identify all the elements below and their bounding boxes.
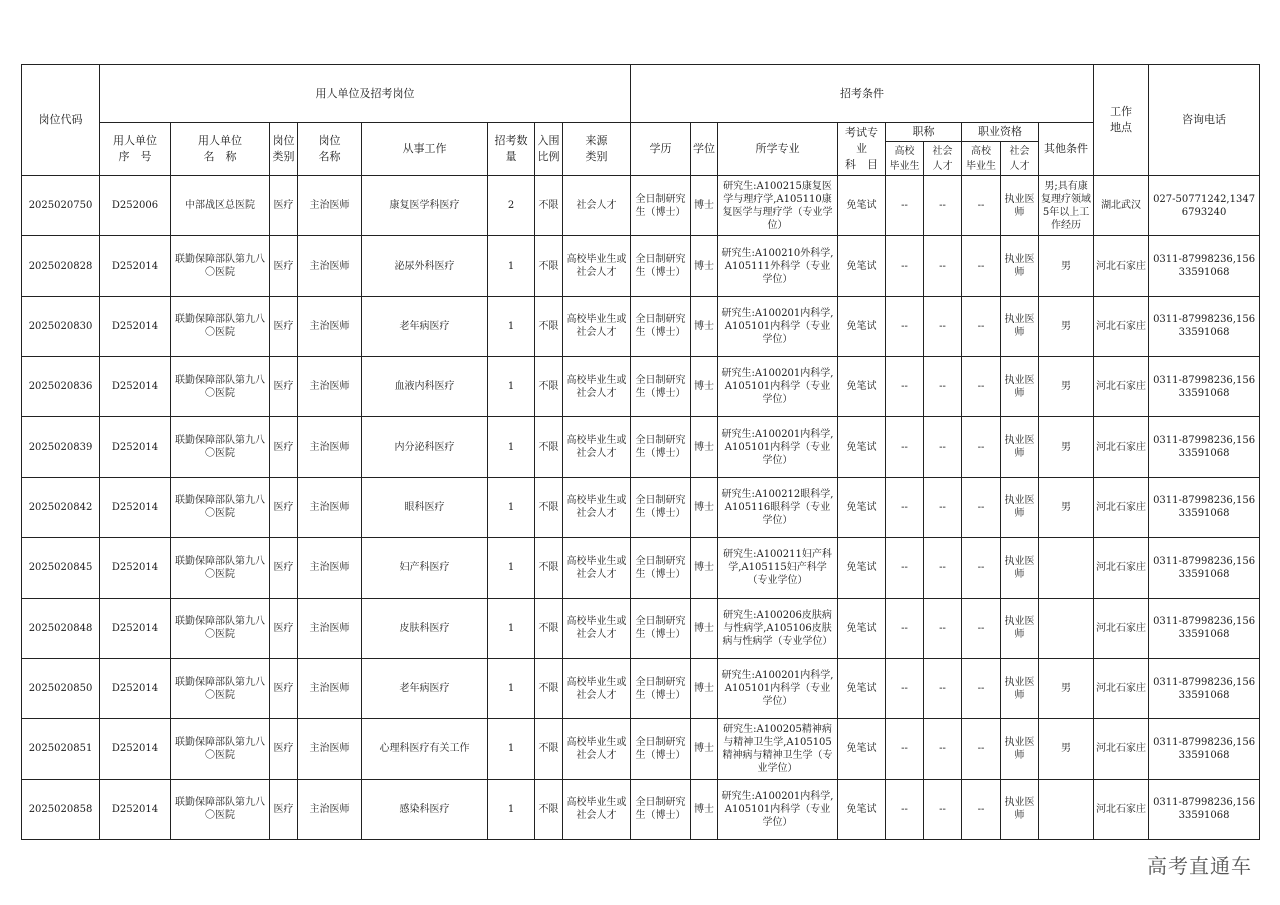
cell-unit-seq: D252006 <box>100 176 171 236</box>
cell-post-type: 医疗 <box>270 417 298 477</box>
cell-major: 研究生:A100201内科学,A105101内科学（专业学位） <box>718 296 838 356</box>
header-qualification-group: 职业资格 <box>962 123 1039 142</box>
table-row <box>22 357 1260 417</box>
cell-degree: 博士 <box>691 598 718 658</box>
cell-source-type: 高校毕业生或社会人才 <box>563 598 631 658</box>
cell-unit-name: 联勤保障部队第九八〇医院 <box>171 357 270 417</box>
cell-work-content: 老年病医疗 <box>362 658 488 718</box>
cell-qual-grad: -- <box>962 598 1001 658</box>
cell-exam-subject: 免笔试 <box>838 477 886 537</box>
header-source-type: 来源 类别 <box>563 123 631 176</box>
header-post-type: 岗位 类别 <box>270 123 298 176</box>
cell-post-name: 主治医师 <box>298 236 362 296</box>
cell-qual-social: 执业医师 <box>1001 598 1039 658</box>
header-post-code: 岗位代码 <box>22 65 100 176</box>
cell-ratio: 不限 <box>535 357 563 417</box>
cell-major: 研究生:A100201内科学,A105101内科学（专业学位） <box>718 779 838 839</box>
cell-work-content: 康复医学科医疗 <box>362 176 488 236</box>
cell-work-content: 眼科医疗 <box>362 477 488 537</box>
cell-recruit-count: 1 <box>488 538 535 598</box>
cell-major: 研究生:A100201内科学,A105101内科学（专业学位） <box>718 417 838 477</box>
cell-exam-subject: 免笔试 <box>838 176 886 236</box>
cell-phone: 0311-87998236,15633591068 <box>1149 598 1260 658</box>
cell-post-name: 主治医师 <box>298 417 362 477</box>
table-header <box>22 65 1260 176</box>
cell-qual-social: 执业医师 <box>1001 477 1039 537</box>
header-qual-social: 社会 人才 <box>1001 142 1039 176</box>
cell-exam-subject: 免笔试 <box>838 598 886 658</box>
header-post-name: 岗位 名称 <box>298 123 362 176</box>
cell-other-conditions: 男 <box>1039 236 1094 296</box>
cell-work-location: 河北石家庄 <box>1094 296 1149 356</box>
cell-unit-name: 联勤保障部队第九八〇医院 <box>171 719 270 779</box>
cell-ratio: 不限 <box>535 236 563 296</box>
cell-post-type: 医疗 <box>270 236 298 296</box>
cell-recruit-count: 1 <box>488 477 535 537</box>
cell-qual-social: 执业医师 <box>1001 357 1039 417</box>
cell-other-conditions: 男 <box>1039 719 1094 779</box>
cell-source-type: 高校毕业生或社会人才 <box>563 538 631 598</box>
cell-qual-grad: -- <box>962 719 1001 779</box>
table-row <box>22 296 1260 356</box>
header-phone: 咨询电话 <box>1149 65 1260 176</box>
cell-exam-subject: 免笔试 <box>838 658 886 718</box>
cell-work-content: 内分泌科医疗 <box>362 417 488 477</box>
cell-source-type: 社会人才 <box>563 176 631 236</box>
cell-unit-name: 联勤保障部队第九八〇医院 <box>171 477 270 537</box>
cell-post-name: 主治医师 <box>298 357 362 417</box>
cell-unit-name: 联勤保障部队第九八〇医院 <box>171 296 270 356</box>
cell-major: 研究生:A100201内科学,A105101内科学（专业学位） <box>718 658 838 718</box>
cell-work-content: 皮肤科医疗 <box>362 598 488 658</box>
cell-ratio: 不限 <box>535 477 563 537</box>
cell-unit-name: 联勤保障部队第九八〇医院 <box>171 658 270 718</box>
table-row <box>22 779 1260 839</box>
cell-recruit-count: 1 <box>488 417 535 477</box>
cell-post-code: 2025020828 <box>22 236 100 296</box>
header-group-employer: 用人单位及招考岗位 <box>100 65 631 123</box>
cell-phone: 0311-87998236,15633591068 <box>1149 236 1260 296</box>
cell-other-conditions: 男 <box>1039 477 1094 537</box>
cell-unit-name: 联勤保障部队第九八〇医院 <box>171 538 270 598</box>
cell-ratio: 不限 <box>535 719 563 779</box>
cell-work-location: 河北石家庄 <box>1094 658 1149 718</box>
cell-post-code: 2025020850 <box>22 658 100 718</box>
cell-post-name: 主治医师 <box>298 176 362 236</box>
cell-other-conditions <box>1039 598 1094 658</box>
cell-qual-grad: -- <box>962 658 1001 718</box>
cell-post-name: 主治医师 <box>298 719 362 779</box>
cell-title-grad: -- <box>886 598 924 658</box>
cell-unit-seq: D252014 <box>100 598 171 658</box>
cell-source-type: 高校毕业生或社会人才 <box>563 236 631 296</box>
cell-title-social: -- <box>924 658 962 718</box>
cell-phone: 0311-87998236,15633591068 <box>1149 357 1260 417</box>
cell-qual-grad: -- <box>962 417 1001 477</box>
cell-title-grad: -- <box>886 417 924 477</box>
cell-degree: 博士 <box>691 719 718 779</box>
cell-major: 研究生:A100215康复医学与理疗学,A105110康复医学与理疗学（专业学位） <box>718 176 838 236</box>
cell-major: 研究生:A100211妇产科学,A105115妇产科学（专业学位） <box>718 538 838 598</box>
cell-post-code: 2025020836 <box>22 357 100 417</box>
cell-other-conditions: 男 <box>1039 417 1094 477</box>
table-row <box>22 598 1260 658</box>
header-qual-grad: 高校 毕业生 <box>962 142 1001 176</box>
cell-other-conditions <box>1039 779 1094 839</box>
cell-other-conditions: 男 <box>1039 357 1094 417</box>
cell-title-grad: -- <box>886 779 924 839</box>
header-work-location: 工作 地点 <box>1094 65 1149 176</box>
cell-exam-subject: 免笔试 <box>838 236 886 296</box>
cell-work-location: 河北石家庄 <box>1094 779 1149 839</box>
cell-post-type: 医疗 <box>270 719 298 779</box>
cell-degree: 博士 <box>691 658 718 718</box>
cell-other-conditions <box>1039 538 1094 598</box>
cell-qual-grad: -- <box>962 296 1001 356</box>
cell-unit-seq: D252014 <box>100 477 171 537</box>
header-unit-name: 用人单位 名 称 <box>171 123 270 176</box>
cell-unit-name: 联勤保障部队第九八〇医院 <box>171 417 270 477</box>
cell-work-location: 河北石家庄 <box>1094 538 1149 598</box>
cell-title-social: -- <box>924 357 962 417</box>
header-recruit-count: 招考数量 <box>488 123 535 176</box>
cell-title-social: -- <box>924 296 962 356</box>
cell-source-type: 高校毕业生或社会人才 <box>563 477 631 537</box>
cell-degree: 博士 <box>691 357 718 417</box>
cell-post-code: 2025020830 <box>22 296 100 356</box>
cell-unit-seq: D252014 <box>100 236 171 296</box>
cell-education: 全日制研究生（博士） <box>631 296 691 356</box>
cell-qual-grad: -- <box>962 538 1001 598</box>
cell-ratio: 不限 <box>535 176 563 236</box>
cell-education: 全日制研究生（博士） <box>631 538 691 598</box>
cell-work-location: 河北石家庄 <box>1094 417 1149 477</box>
cell-title-social: -- <box>924 598 962 658</box>
header-ratio: 入围 比例 <box>535 123 563 176</box>
table-row <box>22 176 1260 236</box>
cell-phone: 027-50771242,13476793240 <box>1149 176 1260 236</box>
cell-post-type: 医疗 <box>270 357 298 417</box>
cell-recruit-count: 1 <box>488 658 535 718</box>
cell-recruit-count: 2 <box>488 176 535 236</box>
cell-source-type: 高校毕业生或社会人才 <box>563 296 631 356</box>
cell-unit-seq: D252014 <box>100 417 171 477</box>
header-title-social: 社会 人才 <box>924 142 962 176</box>
cell-unit-name: 联勤保障部队第九八〇医院 <box>171 779 270 839</box>
cell-ratio: 不限 <box>535 658 563 718</box>
cell-title-grad: -- <box>886 477 924 537</box>
cell-qual-grad: -- <box>962 176 1001 236</box>
cell-title-grad: -- <box>886 538 924 598</box>
cell-work-content: 血液内科医疗 <box>362 357 488 417</box>
cell-work-location: 河北石家庄 <box>1094 477 1149 537</box>
cell-unit-seq: D252014 <box>100 538 171 598</box>
header-title-group: 职称 <box>886 123 962 142</box>
cell-post-type: 医疗 <box>270 176 298 236</box>
cell-exam-subject: 免笔试 <box>838 296 886 356</box>
cell-qual-social: 执业医师 <box>1001 779 1039 839</box>
header-major: 所学专业 <box>718 123 838 176</box>
cell-ratio: 不限 <box>535 598 563 658</box>
cell-other-conditions: 男 <box>1039 296 1094 356</box>
cell-ratio: 不限 <box>535 417 563 477</box>
cell-work-content: 感染科医疗 <box>362 779 488 839</box>
cell-exam-subject: 免笔试 <box>838 779 886 839</box>
cell-qual-social: 执业医师 <box>1001 176 1039 236</box>
cell-post-name: 主治医师 <box>298 779 362 839</box>
cell-recruit-count: 1 <box>488 236 535 296</box>
watermark-logo-text: 高考直通车 <box>1147 854 1252 878</box>
cell-exam-subject: 免笔试 <box>838 538 886 598</box>
cell-education: 全日制研究生（博士） <box>631 477 691 537</box>
cell-phone: 0311-87998236,15633591068 <box>1149 779 1260 839</box>
cell-work-content: 心理科医疗有关工作 <box>362 719 488 779</box>
cell-unit-seq: D252014 <box>100 779 171 839</box>
cell-education: 全日制研究生（博士） <box>631 598 691 658</box>
cell-title-social: -- <box>924 176 962 236</box>
table-row <box>22 658 1260 718</box>
cell-degree: 博士 <box>691 296 718 356</box>
header-education: 学历 <box>631 123 691 176</box>
cell-post-code: 2025020848 <box>22 598 100 658</box>
cell-major: 研究生:A100201内科学,A105101内科学（专业学位） <box>718 357 838 417</box>
cell-unit-seq: D252014 <box>100 719 171 779</box>
cell-work-location: 河北石家庄 <box>1094 719 1149 779</box>
cell-work-location: 河北石家庄 <box>1094 236 1149 296</box>
cell-title-grad: -- <box>886 357 924 417</box>
cell-post-code: 2025020839 <box>22 417 100 477</box>
cell-exam-subject: 免笔试 <box>838 357 886 417</box>
cell-title-social: -- <box>924 236 962 296</box>
cell-title-grad: -- <box>886 176 924 236</box>
cell-degree: 博士 <box>691 417 718 477</box>
cell-phone: 0311-87998236,15633591068 <box>1149 719 1260 779</box>
cell-qual-social: 执业医师 <box>1001 658 1039 718</box>
cell-post-name: 主治医师 <box>298 538 362 598</box>
cell-exam-subject: 免笔试 <box>838 417 886 477</box>
cell-education: 全日制研究生（博士） <box>631 779 691 839</box>
cell-education: 全日制研究生（博士） <box>631 236 691 296</box>
cell-source-type: 高校毕业生或社会人才 <box>563 658 631 718</box>
cell-ratio: 不限 <box>535 538 563 598</box>
table-row <box>22 538 1260 598</box>
recruitment-table <box>21 64 1260 840</box>
cell-post-code: 2025020851 <box>22 719 100 779</box>
header-work-content: 从事工作 <box>362 123 488 176</box>
cell-post-name: 主治医师 <box>298 477 362 537</box>
cell-post-name: 主治医师 <box>298 598 362 658</box>
cell-post-name: 主治医师 <box>298 296 362 356</box>
cell-title-social: -- <box>924 779 962 839</box>
header-other-conditions: 其他条件 <box>1039 123 1094 176</box>
cell-title-grad: -- <box>886 296 924 356</box>
cell-other-conditions: 男 <box>1039 658 1094 718</box>
cell-qual-social: 执业医师 <box>1001 417 1039 477</box>
cell-post-type: 医疗 <box>270 658 298 718</box>
cell-qual-social: 执业医师 <box>1001 719 1039 779</box>
cell-title-grad: -- <box>886 236 924 296</box>
table-row <box>22 236 1260 296</box>
cell-unit-seq: D252014 <box>100 658 171 718</box>
cell-recruit-count: 1 <box>488 296 535 356</box>
cell-education: 全日制研究生（博士） <box>631 658 691 718</box>
cell-source-type: 高校毕业生或社会人才 <box>563 719 631 779</box>
cell-other-conditions: 男;具有康复理疗领域5年以上工作经历 <box>1039 176 1094 236</box>
cell-degree: 博士 <box>691 477 718 537</box>
cell-major: 研究生:A100212眼科学,A105116眼科学（专业学位） <box>718 477 838 537</box>
cell-unit-seq: D252014 <box>100 296 171 356</box>
cell-work-location: 河北石家庄 <box>1094 598 1149 658</box>
cell-unit-name: 联勤保障部队第九八〇医院 <box>171 236 270 296</box>
cell-qual-social: 执业医师 <box>1001 538 1039 598</box>
cell-recruit-count: 1 <box>488 779 535 839</box>
table-row <box>22 417 1260 477</box>
cell-title-social: -- <box>924 417 962 477</box>
cell-post-type: 医疗 <box>270 779 298 839</box>
cell-phone: 0311-87998236,15633591068 <box>1149 658 1260 718</box>
cell-ratio: 不限 <box>535 296 563 356</box>
cell-work-content: 妇产科医疗 <box>362 538 488 598</box>
cell-unit-name: 联勤保障部队第九八〇医院 <box>171 598 270 658</box>
cell-education: 全日制研究生（博士） <box>631 719 691 779</box>
header-exam-subject: 考试专业 科 目 <box>838 123 886 176</box>
cell-source-type: 高校毕业生或社会人才 <box>563 779 631 839</box>
cell-degree: 博士 <box>691 779 718 839</box>
cell-work-content: 老年病医疗 <box>362 296 488 356</box>
cell-work-location: 湖北武汉 <box>1094 176 1149 236</box>
cell-education: 全日制研究生（博士） <box>631 417 691 477</box>
cell-post-type: 医疗 <box>270 296 298 356</box>
cell-title-social: -- <box>924 477 962 537</box>
cell-work-content: 泌尿外科医疗 <box>362 236 488 296</box>
cell-post-type: 医疗 <box>270 538 298 598</box>
cell-qual-social: 执业医师 <box>1001 236 1039 296</box>
cell-education: 全日制研究生（博士） <box>631 176 691 236</box>
cell-post-code: 2025020750 <box>22 176 100 236</box>
cell-phone: 0311-87998236,15633591068 <box>1149 477 1260 537</box>
cell-degree: 博士 <box>691 538 718 598</box>
cell-major: 研究生:A100205精神病与精神卫生学,A105105精神病与精神卫生学（专业学位） <box>718 719 838 779</box>
header-degree: 学位 <box>691 123 718 176</box>
cell-education: 全日制研究生（博士） <box>631 357 691 417</box>
cell-qual-grad: -- <box>962 477 1001 537</box>
cell-unit-seq: D252014 <box>100 357 171 417</box>
table-row <box>22 477 1260 537</box>
cell-phone: 0311-87998236,15633591068 <box>1149 417 1260 477</box>
cell-exam-subject: 免笔试 <box>838 719 886 779</box>
header-unit-seq: 用人单位 序 号 <box>100 123 171 176</box>
cell-major: 研究生:A100210外科学,A105111外科学（专业学位） <box>718 236 838 296</box>
table-row <box>22 719 1260 779</box>
cell-phone: 0311-87998236,15633591068 <box>1149 296 1260 356</box>
cell-recruit-count: 1 <box>488 719 535 779</box>
cell-source-type: 高校毕业生或社会人才 <box>563 417 631 477</box>
cell-title-social: -- <box>924 538 962 598</box>
header-group-conditions: 招考条件 <box>631 65 1094 123</box>
cell-work-location: 河北石家庄 <box>1094 357 1149 417</box>
cell-recruit-count: 1 <box>488 357 535 417</box>
cell-unit-name: 中部战区总医院 <box>171 176 270 236</box>
cell-degree: 博士 <box>691 236 718 296</box>
cell-major: 研究生:A100206皮肤病与性病学,A105106皮肤病与性病学（专业学位） <box>718 598 838 658</box>
cell-post-code: 2025020842 <box>22 477 100 537</box>
cell-title-grad: -- <box>886 658 924 718</box>
cell-qual-social: 执业医师 <box>1001 296 1039 356</box>
cell-post-type: 医疗 <box>270 477 298 537</box>
cell-title-grad: -- <box>886 719 924 779</box>
cell-degree: 博士 <box>691 176 718 236</box>
cell-phone: 0311-87998236,15633591068 <box>1149 538 1260 598</box>
cell-post-type: 医疗 <box>270 598 298 658</box>
cell-qual-grad: -- <box>962 357 1001 417</box>
cell-qual-grad: -- <box>962 779 1001 839</box>
cell-source-type: 高校毕业生或社会人才 <box>563 357 631 417</box>
cell-post-name: 主治医师 <box>298 658 362 718</box>
cell-title-social: -- <box>924 719 962 779</box>
cell-ratio: 不限 <box>535 779 563 839</box>
cell-qual-grad: -- <box>962 236 1001 296</box>
header-title-grad: 高校 毕业生 <box>886 142 924 176</box>
cell-post-code: 2025020858 <box>22 779 100 839</box>
table-body <box>22 176 1260 840</box>
cell-recruit-count: 1 <box>488 598 535 658</box>
cell-post-code: 2025020845 <box>22 538 100 598</box>
